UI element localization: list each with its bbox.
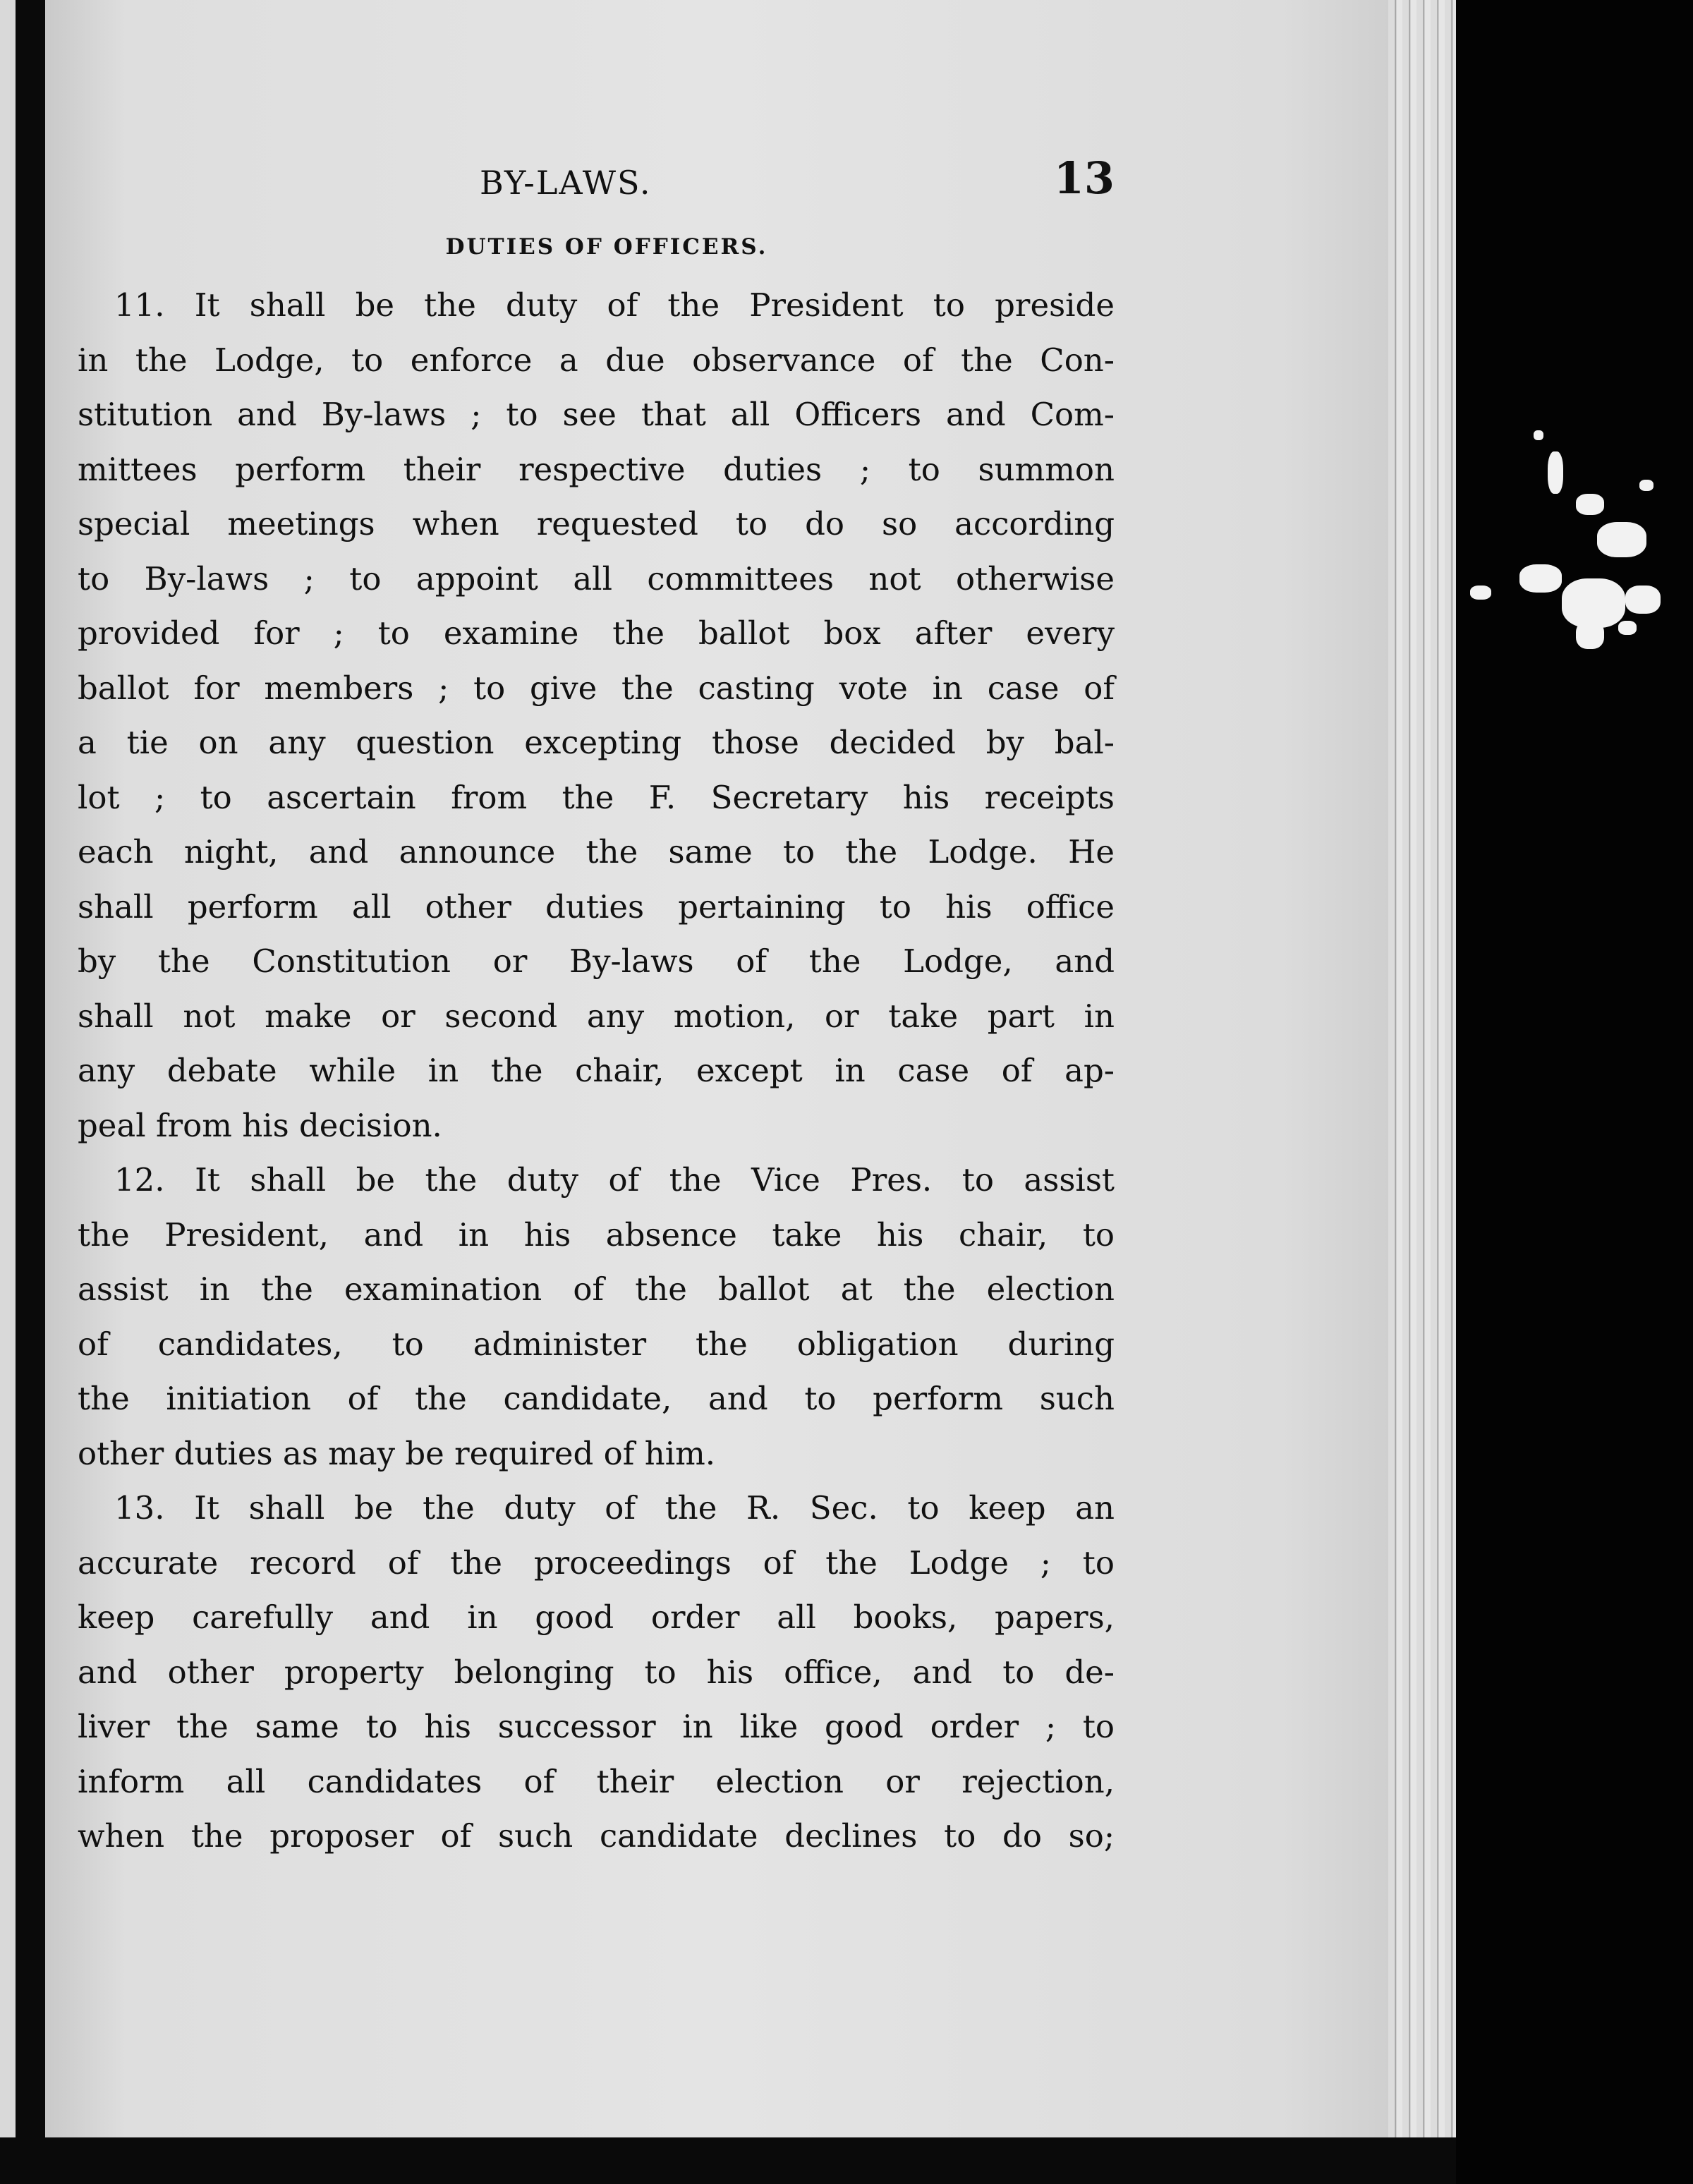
dust-speckle	[1625, 586, 1661, 614]
text-line: shall not make or second any motion, or take part in	[78, 997, 1115, 1035]
text-line: liver the same to his successor in like good order ; to	[78, 1708, 1115, 1745]
paragraph-13	[78, 1481, 1115, 1864]
running-head	[78, 148, 1115, 205]
text-line: ballot for members ; to give the casting vote in case of	[78, 669, 1115, 707]
text-line: 11. It shall be the duty of the President to preside	[114, 286, 1115, 324]
text-line: and other property belonging to his office, and to de-	[78, 1653, 1115, 1691]
paragraph-11	[78, 278, 1115, 1153]
text-line: in the Lodge, to enforce a due observance of the Con-	[78, 341, 1115, 379]
text-line: any debate while in the chair, except in case of ap-	[78, 1052, 1115, 1089]
facing-page-edge	[0, 0, 16, 2144]
dust-speckle	[1576, 494, 1604, 515]
text-line: a tie on any question excepting those decided by bal-	[78, 724, 1115, 761]
book-spine	[16, 0, 45, 2152]
text-line: stitution and By-laws ; to see that all Officers and Com-	[78, 396, 1115, 433]
text-line: of candidates, to administer the obligation during	[78, 1325, 1115, 1363]
text-line: peal from his decision.	[78, 1106, 442, 1144]
text-line: accurate record of the proceedings of the Lodge ; to	[78, 1543, 1115, 1582]
text-line: 12. It shall be the duty of the Vice Pres. to assist	[114, 1161, 1115, 1199]
page-text	[78, 148, 1115, 1864]
bottom-shadow	[0, 2137, 1456, 2184]
text-line: the President, and in his absence take his chair, to	[78, 1215, 1115, 1254]
dust-speckle	[1597, 522, 1646, 557]
text-line: mittees perform their respective duties ; to summon	[78, 450, 1115, 488]
text-line: inform all candidates of their election or rejection,	[78, 1762, 1115, 1800]
dark-background	[1456, 0, 1693, 2184]
text-line: lot ; to ascertain from the F. Secretary his receipts	[78, 778, 1115, 816]
text-line: special meetings when requested to do so according	[78, 505, 1115, 542]
text-line: each night, and announce the same to the Lodge. He	[78, 833, 1115, 870]
text-line: to By-laws ; to appoint all committees not otherwise	[78, 559, 1115, 597]
dust-speckle	[1534, 430, 1543, 440]
text-line: when the proposer of such candidate declines to do so;	[78, 1817, 1115, 1855]
dust-speckle	[1519, 564, 1562, 593]
text-line: keep carefully and in good order all books, papers,	[78, 1598, 1115, 1636]
section-heading: DUTIES OF OFFICERS.	[445, 234, 768, 260]
dust-speckle	[1618, 621, 1637, 635]
paragraph-12	[78, 1153, 1115, 1481]
text-line: assist in the examination of the ballot at the election	[78, 1270, 1115, 1308]
dust-speckle	[1639, 480, 1653, 491]
text-line: the initiation of the candidate, and to perform such	[78, 1380, 1115, 1417]
dust-speckle	[1576, 621, 1604, 649]
dust-speckle	[1548, 451, 1563, 494]
text-line: provided for ; to examine the ballot box after every	[78, 614, 1115, 652]
text-line: by the Constitution or By-laws of the Lodge, and	[78, 942, 1115, 980]
page-number: 13	[1053, 152, 1115, 204]
page-edges	[1388, 0, 1456, 2159]
text-line: 13. It shall be the duty of the R. Sec. to keep an	[114, 1489, 1115, 1527]
dust-speckle	[1470, 586, 1491, 600]
running-title: BY-LAWS.	[480, 164, 652, 202]
text-line: shall perform all other duties pertaining to his office	[78, 887, 1115, 926]
text-line: other duties as may be required of him.	[78, 1434, 716, 1472]
